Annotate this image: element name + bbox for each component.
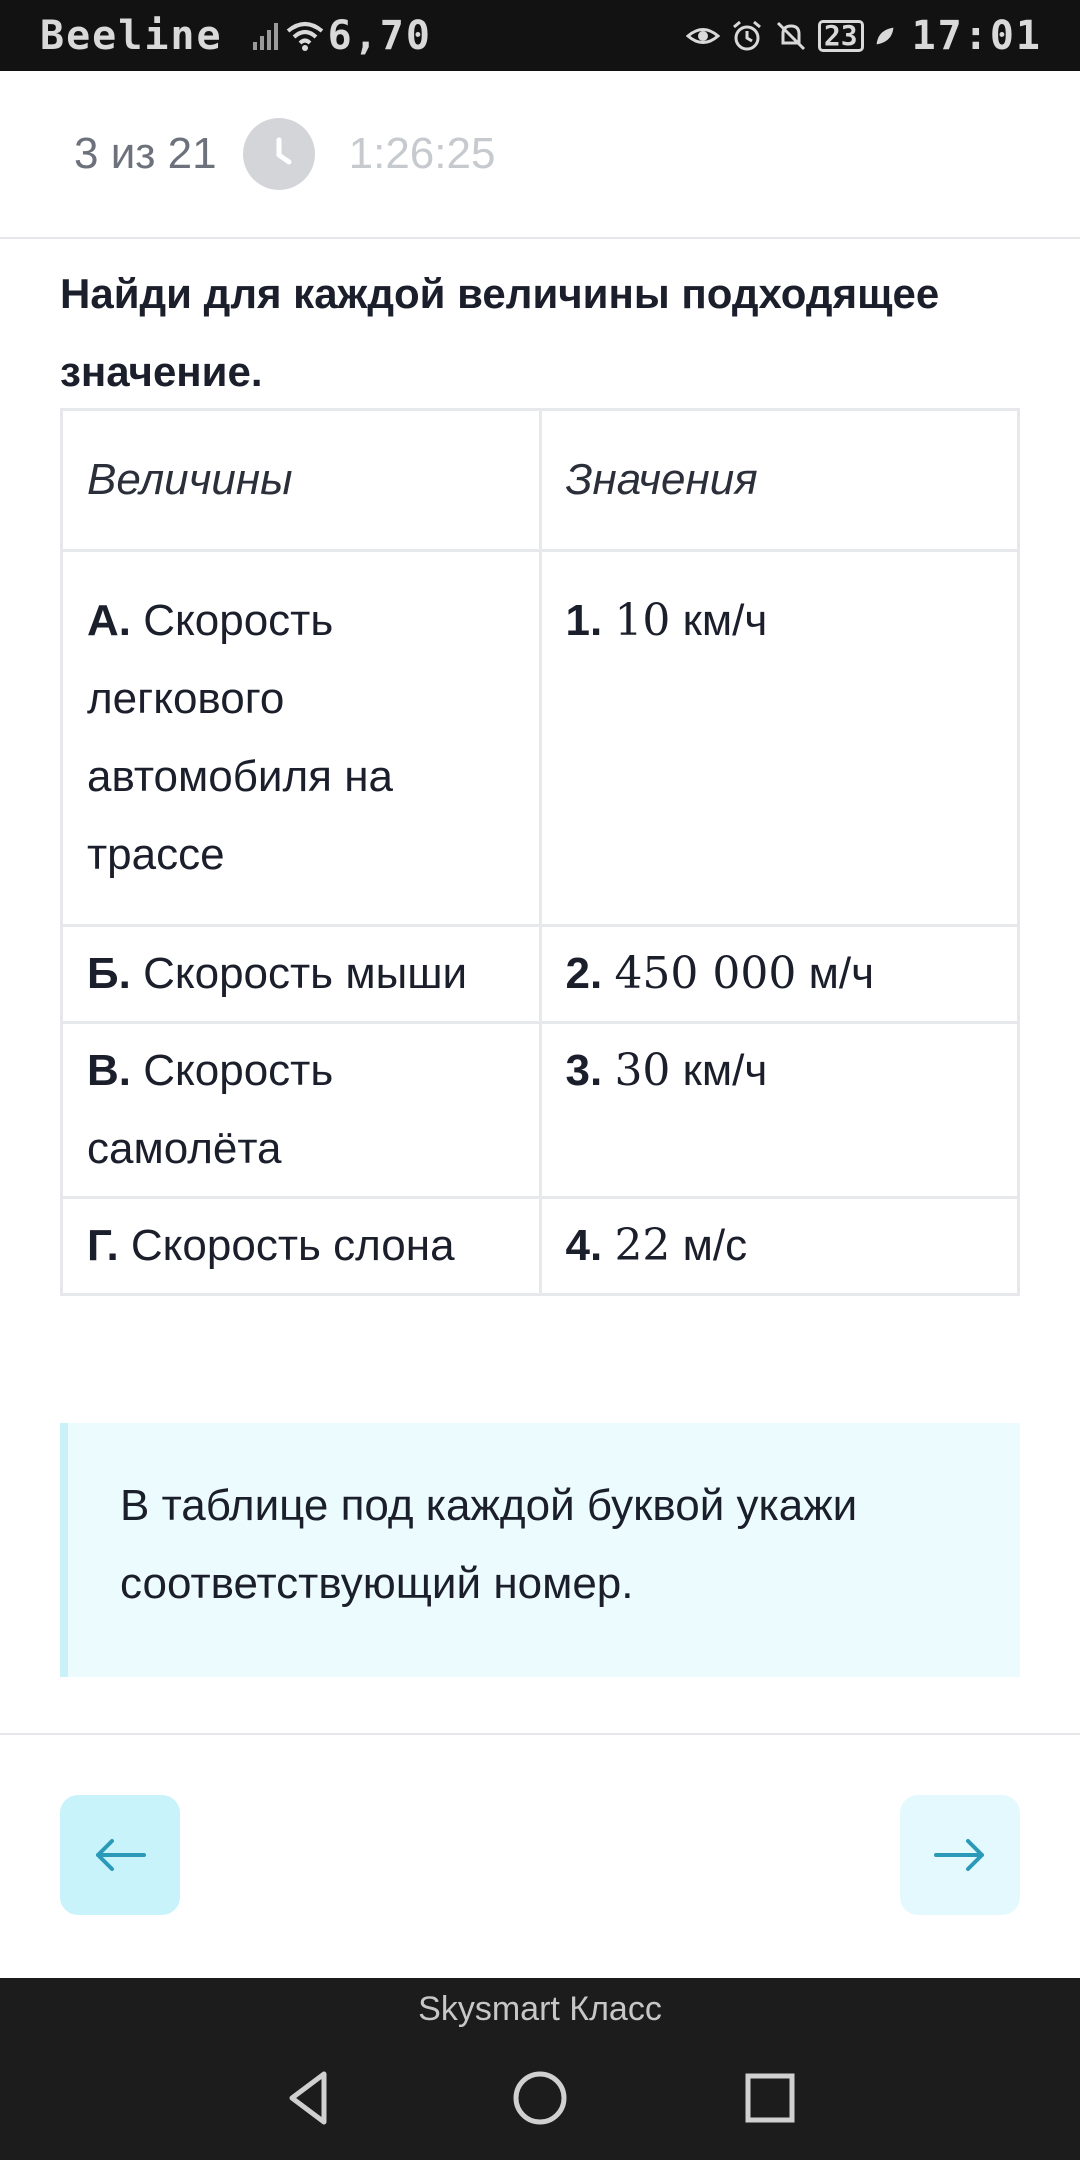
next-task-button[interactable] [900,1795,1020,1915]
value-number: 4. [565,1221,603,1270]
wifi-icon [286,21,324,51]
value-number: 2. [565,949,603,998]
value-unit: м/ч [808,949,875,998]
timer: 1:26:25 [348,129,496,178]
quantity-cell [62,1023,541,1198]
quantity-letter: А. [87,596,131,645]
value-amount: 450 000 [614,948,797,999]
value-amount: 10 [614,595,671,646]
quantity-text: Скорость самолёта [87,1046,334,1173]
carrier-name: Beeline [40,12,223,59]
table-row [62,926,1019,1023]
hint-box: В таблице под каждой буквой укажи соответствующий номер. [60,1423,1020,1677]
value-cell [540,1023,1019,1198]
app-name: Skysmart Класс [418,1990,662,2028]
arrow-left-icon [92,1835,148,1875]
value-cell [540,926,1019,1023]
column-header-quantities: Величины [62,410,541,551]
status-bar [0,0,1080,71]
system-navigation-bar [0,1978,1080,2160]
quantity-letter: В. [87,1046,131,1095]
value-unit: м/с [682,1221,748,1270]
eye-icon [686,19,720,53]
quantity-text: Скорость мыши [143,949,468,998]
previous-task-button[interactable] [60,1795,180,1915]
value-cell [540,1198,1019,1295]
footer-divider [0,1733,1080,1735]
column-header-values: Значения [540,410,1019,551]
mute-icon [774,19,808,53]
table-header-row [62,410,1019,551]
quantity-letter: Б. [87,949,131,998]
table-row [62,1023,1019,1198]
clock-icon [243,118,315,190]
question-text: Найди для каждой величины подходящее значение. [60,270,940,395]
leaf-icon [874,19,896,53]
value-cell [540,551,1019,926]
quantity-text: Скорость слона [130,1221,455,1270]
back-triangle-icon[interactable] [280,2068,340,2128]
alarm-icon [730,19,764,53]
home-circle-icon[interactable] [510,2068,570,2128]
task-header [0,71,1080,239]
quantity-letter: Г. [87,1221,119,1270]
value-amount: 22 [614,1220,671,1271]
arrow-right-icon [932,1835,988,1875]
clock-time: 17:01 [911,12,1042,59]
quantity-cell [62,926,541,1023]
signal-icon [253,22,278,50]
task-progress: 3 из 21 [74,129,217,178]
network-speed: 6,70 [327,12,432,59]
quantity-cell [62,551,541,926]
matching-table [60,408,1020,1296]
battery-icon: 23 [818,20,864,52]
quantity-cell [62,1198,541,1295]
table-row [62,1198,1019,1295]
quantity-text: Скорость легкового автомобиля на трассе [87,596,394,879]
value-amount: 30 [614,1045,671,1096]
value-unit: км/ч [682,596,768,645]
value-number: 3. [565,1046,603,1095]
value-unit: км/ч [682,1046,768,1095]
table-row [62,551,1019,926]
recent-apps-square-icon[interactable] [740,2068,800,2128]
value-number: 1. [565,596,603,645]
